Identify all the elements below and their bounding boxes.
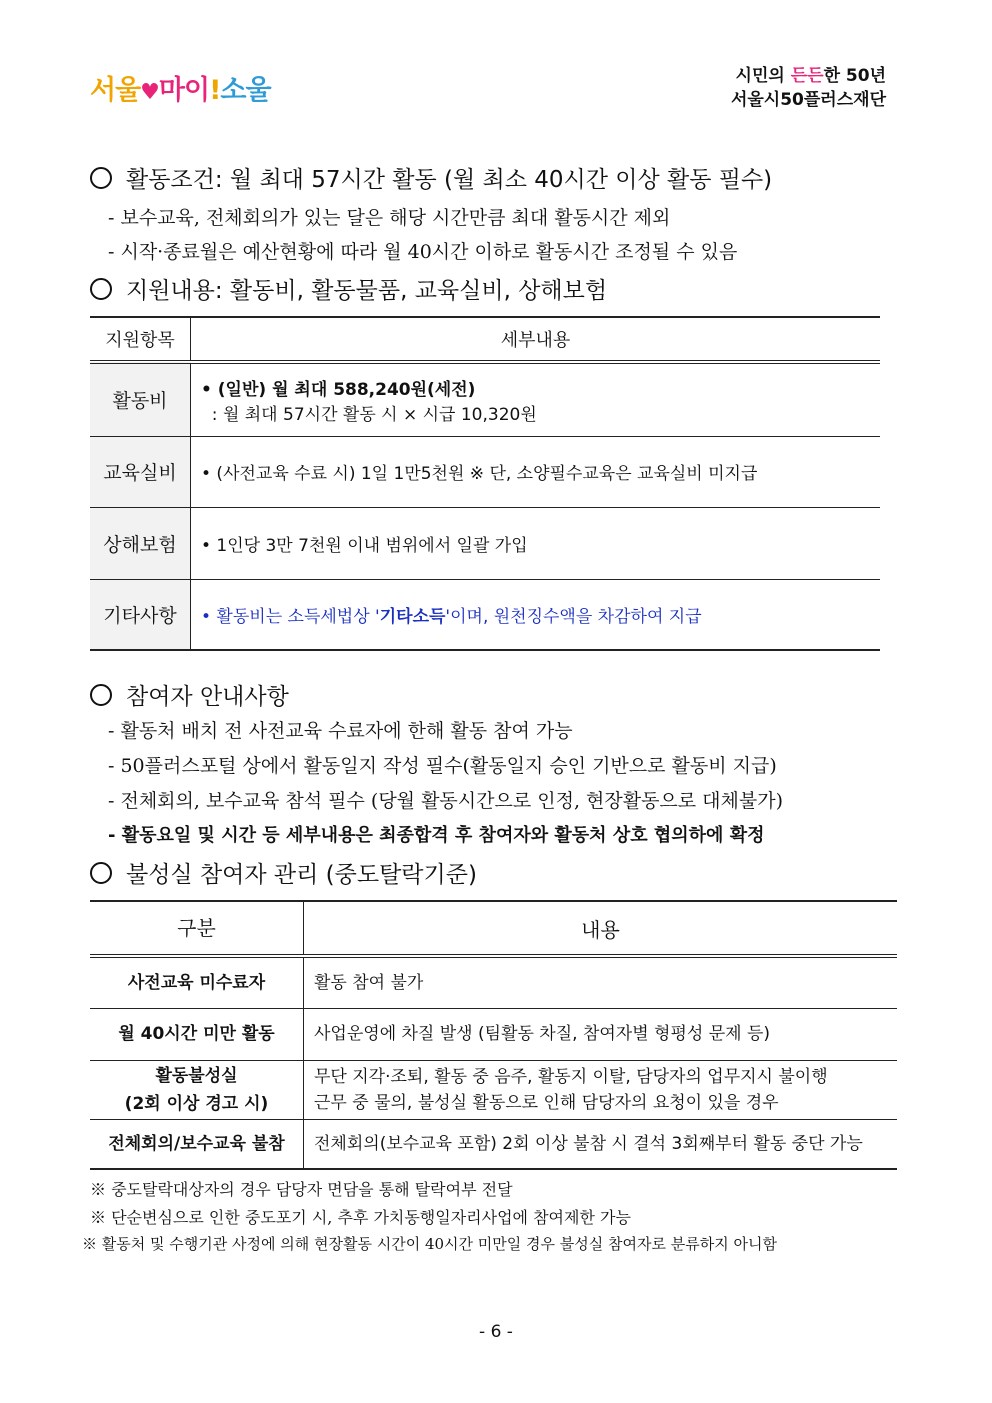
row-label: 활동비 <box>90 362 191 436</box>
heart-icon: ♥ <box>140 80 159 105</box>
label-line: (2회 이상 경고 시) <box>124 1093 269 1114</box>
footnote: ※ 활동처 및 수행기관 사정에 의해 현장활동 시간이 40시간 미만일 경우 불성실 참여자로 분류하지 아니함 <box>82 1235 777 1253</box>
row-label: 교육실비 <box>90 436 191 507</box>
circle-bullet-icon <box>90 167 112 189</box>
value-text: • 활동비는 소득세법상 ' <box>201 606 380 627</box>
row-label: 기타사항 <box>90 579 191 650</box>
header-cell: 내용 <box>304 901 898 956</box>
section-activity-conditions <box>90 161 772 194</box>
circle-bullet-icon <box>90 684 112 706</box>
row-value <box>191 362 881 436</box>
logo-part: 소울 <box>220 75 271 106</box>
label-line: 활동불성실 <box>155 1065 238 1086</box>
section-participant-guide <box>90 678 289 711</box>
foundation-name: 서울시50플러스재단 <box>730 90 886 110</box>
table-row <box>90 1119 897 1169</box>
row-label <box>90 1060 304 1119</box>
row-value: 사업운영에 차질 발생 (팀활동 차질, 참여자별 형평성 문제 등) <box>304 1008 898 1060</box>
dropout-criteria-table <box>90 900 897 1170</box>
bullet-item: - 50플러스포털 상에서 활동일지 작성 필수(활동일지 승인 기반으로 활동비 지급) <box>108 755 777 777</box>
row-value <box>304 1060 898 1119</box>
row-label: 전체회의/보수교육 불참 <box>90 1119 304 1169</box>
row-value: • (사전교육 수료 시) 1일 1만5천원 ※ 단, 소양필수교육은 교육실비 미지급 <box>191 436 881 507</box>
value-line: • (일반) 월 최대 588,240원(세전) <box>201 379 476 400</box>
row-value: • 1인당 3만 7천원 이내 범위에서 일괄 가입 <box>191 507 881 579</box>
header-cell: 세부내용 <box>191 317 881 362</box>
header-cell: 구분 <box>90 901 304 956</box>
section-support-content <box>90 272 607 305</box>
row-value: 전체회의(보수교육 포함) 2회 이상 불참 시 결석 3회째부터 활동 중단 가능 <box>304 1119 898 1169</box>
bullet-item: - 활동요일 및 시간 등 세부내용은 최종합격 후 참여자와 활동처 상호 협의하에 확정 <box>108 825 765 846</box>
circle-bullet-icon <box>90 862 112 884</box>
table-header-row <box>90 901 897 956</box>
value-line: : 월 최대 57시간 활동 시 × 시급 10,320원 <box>201 404 537 425</box>
row-label: 사전교육 미수료자 <box>90 956 304 1008</box>
section-title: 불성실 참여자 관리 (중도탈락기준) <box>126 862 477 888</box>
bullet-item: - 전체회의, 보수교육 참석 필수 (당월 활동시간으로 인정, 현장활동으로 대체불가) <box>108 790 784 812</box>
value-emphasis: 기타소득 <box>379 606 446 627</box>
footnote: ※ 단순변심으로 인한 중도포기 시, 추후 가치동행일자리사업에 참여제한 가능 <box>90 1208 631 1227</box>
table-row <box>90 579 880 650</box>
slogan-highlight: 든든 <box>790 66 824 86</box>
seoul-my-soul-logo <box>90 68 271 107</box>
bullet-item: - 보수교육, 전체회의가 있는 달은 해당 시간만큼 최대 활동시간 제외 <box>108 207 671 229</box>
table-row <box>90 436 880 507</box>
table-row <box>90 362 880 436</box>
value-text: '이며, 원천징수액을 차감하여 지급 <box>445 606 702 627</box>
section-title: 활동조건: 월 최대 57시간 활동 (월 최소 40시간 이상 활동 필수) <box>126 167 773 193</box>
circle-bullet-icon <box>90 278 112 300</box>
slogan-text: 시민의 <box>735 66 791 86</box>
section-title: 지원내용: 활동비, 활동물품, 교육실비, 상해보험 <box>126 278 608 304</box>
foundation-slogan <box>731 64 886 112</box>
logo-part: 서울 <box>90 75 141 106</box>
bullet-item: - 활동처 배치 전 사전교육 수료자에 한해 활동 참여 가능 <box>108 720 573 742</box>
table-header-row <box>90 317 880 362</box>
table-row <box>90 507 880 579</box>
row-label: 월 40시간 미만 활동 <box>90 1008 304 1060</box>
logo-part: ! <box>209 75 221 106</box>
header-cell: 지원항목 <box>90 317 191 362</box>
table-row <box>90 956 897 1008</box>
bullet-item: - 시작·종료월은 예산현황에 따라 월 40시간 이하로 활동시간 조정될 수 있음 <box>108 241 738 263</box>
row-value: 활동 참여 불가 <box>304 956 898 1008</box>
support-table <box>90 316 880 651</box>
slogan-text: 한 50년 <box>823 66 886 86</box>
value-line: 근무 중 물의, 불성실 활동으로 인해 담당자의 요청이 있을 경우 <box>314 1092 779 1113</box>
footnote: ※ 중도탈락대상자의 경우 담당자 면담을 통해 탈락여부 전달 <box>90 1180 513 1199</box>
row-label: 상해보험 <box>90 507 191 579</box>
section-title: 참여자 안내사항 <box>126 684 289 710</box>
row-value <box>191 579 881 650</box>
page-number: - 6 - <box>479 1322 513 1342</box>
section-insincere-participant <box>90 856 477 889</box>
table-row <box>90 1008 897 1060</box>
table-row <box>90 1060 897 1119</box>
value-line: 무단 지각·조퇴, 활동 중 음주, 활동지 이탈, 담당자의 업무지시 불이행 <box>314 1066 828 1087</box>
logo-part: 마이 <box>158 75 210 106</box>
